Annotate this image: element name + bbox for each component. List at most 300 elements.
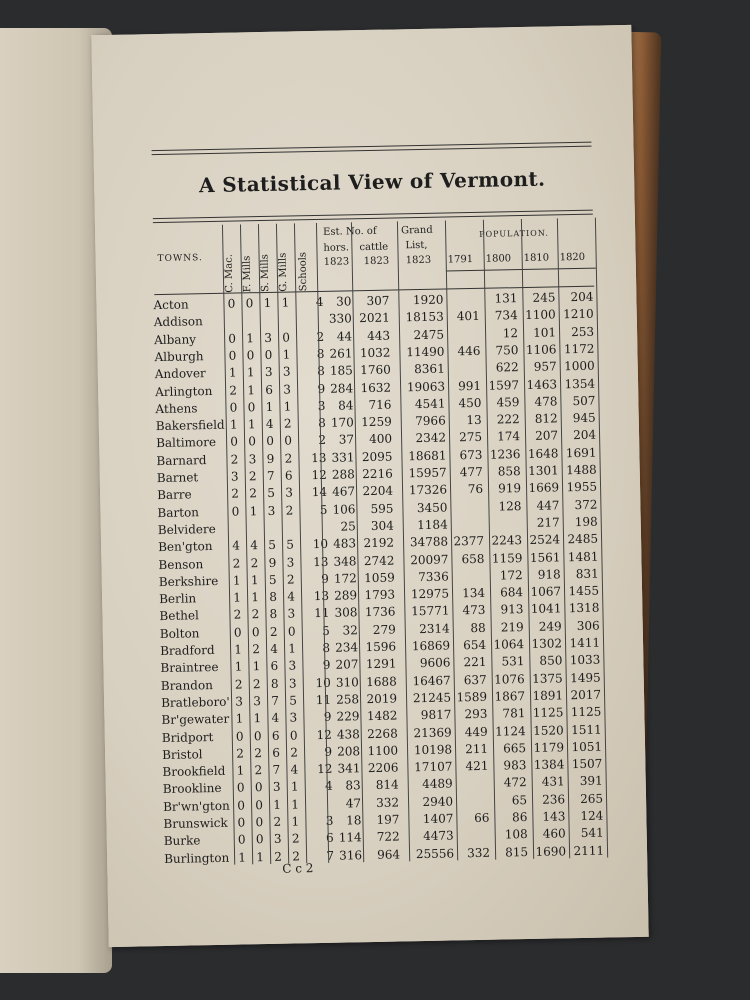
cell-gm: 3 xyxy=(286,554,295,570)
cell-sch: 8 xyxy=(318,415,326,431)
cell-sch: 5 xyxy=(319,502,328,517)
cell-fm: 0 xyxy=(254,780,263,795)
cell-p1820: 541 xyxy=(580,825,604,841)
cell-gm: 2 xyxy=(291,831,300,846)
cell-cat: 304 xyxy=(370,518,394,533)
cell-p1791: 134 xyxy=(462,585,486,601)
header-c-mac: C. Mac. xyxy=(223,253,236,293)
cell-cat: 1760 xyxy=(360,362,391,378)
cell-town: Arlington xyxy=(155,383,213,399)
cell-cmac: 2 xyxy=(232,556,241,571)
header-horses: hors. xyxy=(323,242,350,254)
cell-sm: 4 xyxy=(271,710,280,726)
cell-list: 1407 xyxy=(422,811,454,827)
cell-town: Baltimore xyxy=(156,435,217,451)
cell-cat: 1736 xyxy=(364,604,396,620)
cell-sm: 6 xyxy=(272,745,281,760)
cell-sm: 7 xyxy=(271,693,280,708)
cell-cat: 1596 xyxy=(365,639,397,655)
cell-cmac: 1 xyxy=(232,573,241,588)
cell-p1810: 1561 xyxy=(529,549,561,565)
cell-sm: 8 xyxy=(269,589,278,605)
cell-p1810: 1690 xyxy=(535,843,567,859)
cell-p1810: 1375 xyxy=(532,670,563,686)
cell-sch: 11 xyxy=(314,606,330,621)
cell-p1800: 1236 xyxy=(489,446,521,462)
cell-sch: 5 xyxy=(321,623,330,638)
cell-cmac: 0 xyxy=(228,331,237,346)
cell-p1800: 531 xyxy=(501,654,525,669)
cell-cat: 2021 xyxy=(359,310,390,326)
cell-hor: 258 xyxy=(336,692,360,707)
cell-p1791: 637 xyxy=(463,672,487,687)
cell-p1820: 831 xyxy=(575,566,599,581)
cell-p1820: 1354 xyxy=(564,376,596,391)
cell-cat: 2019 xyxy=(366,691,398,706)
header-schools: Schools xyxy=(297,251,310,292)
cell-p1800: 815 xyxy=(505,844,529,860)
cell-fm: 1 xyxy=(250,572,259,588)
cell-cmac: 1 xyxy=(236,763,245,778)
cell-cmac: 1 xyxy=(228,365,237,380)
cell-hor: 84 xyxy=(338,398,354,413)
cell-fm: 0 xyxy=(251,624,260,639)
cell-hor: 229 xyxy=(336,709,360,724)
cell-gm: 2 xyxy=(283,416,292,431)
cell-p1791: 332 xyxy=(467,845,491,860)
cell-p1791: 211 xyxy=(465,741,489,757)
cell-list: 18153 xyxy=(405,309,444,325)
cell-hor: 83 xyxy=(345,778,361,793)
cell-sm: 3 xyxy=(273,832,282,847)
cell-p1820: 1125 xyxy=(570,704,602,720)
cell-cmac: 2 xyxy=(229,383,238,398)
cell-sch: 4 xyxy=(324,779,333,794)
cell-hor: 30 xyxy=(336,294,352,309)
cell-hor: 467 xyxy=(332,484,356,500)
cell-sm: 5 xyxy=(268,572,277,587)
cell-p1800: 219 xyxy=(500,619,524,635)
cell-hor: 288 xyxy=(331,467,355,482)
cell-p1800: 174 xyxy=(497,429,521,444)
header-cattle-year: 1823 xyxy=(363,255,390,268)
cell-sm: 5 xyxy=(267,486,276,501)
cell-cmac: 1 xyxy=(234,659,243,674)
cell-sch: 8 xyxy=(317,364,325,379)
cell-sm: 0 xyxy=(264,347,273,362)
cell-fm: 2 xyxy=(252,642,261,657)
cell-p1810: 850 xyxy=(539,653,563,669)
cell-p1820: 1955 xyxy=(566,479,598,495)
cell-town: Barnard xyxy=(156,452,207,468)
header-list: List, xyxy=(405,239,428,252)
cell-sch: 14 xyxy=(311,485,328,500)
cell-gm: 3 xyxy=(289,710,298,725)
cell-cat: 722 xyxy=(376,829,400,845)
cell-town: Brunswick xyxy=(163,815,228,832)
cell-list: 21245 xyxy=(412,690,452,706)
cell-gm: 3 xyxy=(285,485,294,500)
cell-hor: 18 xyxy=(346,813,362,828)
cell-town: Braintree xyxy=(160,660,219,676)
cell-p1800: 128 xyxy=(498,498,522,514)
cell-p1810: 1669 xyxy=(528,480,560,496)
cell-cmac: 1 xyxy=(235,711,244,726)
cell-p1800: 734 xyxy=(494,308,518,323)
cell-p1810: 1384 xyxy=(533,757,565,772)
cell-cat: 964 xyxy=(377,847,401,862)
cell-sch: 9 xyxy=(320,571,329,586)
cell-p1810: 1106 xyxy=(525,342,557,357)
cell-p1791: 421 xyxy=(465,758,489,774)
cell-p1820: 124 xyxy=(580,808,604,824)
cell-sm: 1 xyxy=(263,295,272,311)
cell-p1791: 2377 xyxy=(453,534,485,549)
cell-fm: 0 xyxy=(255,815,264,830)
cell-sch: 10 xyxy=(312,537,329,552)
cell-fm: 1 xyxy=(246,365,255,380)
header-year-1791: 1791 xyxy=(447,253,474,266)
cell-fm: 4 xyxy=(250,538,259,553)
cell-list: 19063 xyxy=(406,379,446,394)
cell-p1820: 1511 xyxy=(571,722,602,737)
cell-sch: 8 xyxy=(322,640,331,655)
cell-town: Berlin xyxy=(158,591,197,607)
cell-p1810: 217 xyxy=(536,515,560,530)
cell-cmac: 3 xyxy=(235,694,244,709)
cell-cat: 1100 xyxy=(367,743,399,758)
cell-sch: 2 xyxy=(316,329,325,344)
cell-town: Alburgh xyxy=(154,349,204,365)
cell-sm: 4 xyxy=(270,641,279,656)
cell-cmac: 1 xyxy=(238,850,247,865)
cell-gm: 0 xyxy=(289,727,298,743)
cell-sm: 8 xyxy=(269,607,278,622)
cell-p1820: 1318 xyxy=(568,601,600,616)
cell-cmac: 0 xyxy=(229,400,238,415)
cell-cat: 307 xyxy=(366,293,390,309)
cell-cat: 400 xyxy=(369,431,393,447)
cell-fm: 0 xyxy=(245,296,254,311)
cell-list: 11490 xyxy=(406,344,445,360)
cell-p1791: 13 xyxy=(466,412,482,428)
cell-fm: 1 xyxy=(252,659,261,674)
cell-sm: 2 xyxy=(269,624,278,639)
cell-cat: 2192 xyxy=(363,535,395,551)
cell-list: 1184 xyxy=(417,517,448,532)
header-s-mills: S. Mills xyxy=(259,254,272,293)
cell-hor: 170 xyxy=(330,415,354,430)
cell-fm: 0 xyxy=(253,728,262,743)
cell-town: Barnet xyxy=(156,470,199,486)
cell-list: 15957 xyxy=(408,465,447,481)
cell-p1791 xyxy=(457,776,489,777)
cell-p1800: 750 xyxy=(495,343,519,358)
cell-fm: 1 xyxy=(247,382,256,397)
cell-p1820: 204 xyxy=(570,289,594,305)
cell-town: Bethel xyxy=(159,608,200,624)
cell-cat: 197 xyxy=(376,812,400,827)
cell-cmac: 0 xyxy=(231,504,240,519)
header-year-1820: 1820 xyxy=(559,251,586,264)
cell-fm: 0 xyxy=(255,797,264,812)
cell-p1791: 473 xyxy=(462,603,486,618)
cell-fm: 1 xyxy=(256,849,265,864)
cell-cmac: 0 xyxy=(228,348,237,363)
cell-cmac: 0 xyxy=(236,780,245,795)
cell-fm: 1 xyxy=(249,503,258,518)
cell-town: Bradford xyxy=(159,643,215,659)
book-page xyxy=(91,25,648,947)
cell-p1810: 1100 xyxy=(525,307,556,323)
cell-cat: 716 xyxy=(368,397,392,412)
cell-sm: 9 xyxy=(268,555,277,570)
cell-p1791: 673 xyxy=(459,447,483,462)
cell-sch: 8 xyxy=(316,346,325,361)
cell-list: 1920 xyxy=(412,292,444,308)
cell-fm: 0 xyxy=(246,348,255,363)
cell-fm: 2 xyxy=(251,607,260,622)
cell-town: Acton xyxy=(153,297,189,313)
cell-sch: 7 xyxy=(326,848,335,863)
cell-sm: 3 xyxy=(267,503,276,518)
cell-gm: 3 xyxy=(288,676,297,691)
cell-hor: 316 xyxy=(339,847,363,863)
cell-cat: 332 xyxy=(376,795,400,810)
cell-sm: 7 xyxy=(266,468,275,483)
cell-p1791 xyxy=(457,793,489,794)
cell-p1791 xyxy=(452,517,484,518)
cell-list: 9817 xyxy=(420,707,452,723)
cell-gm: 6 xyxy=(284,468,293,483)
cell-gm: 3 xyxy=(288,658,297,673)
cell-p1810: 812 xyxy=(534,411,558,426)
cell-sm: 3 xyxy=(272,780,281,795)
cell-p1810: 236 xyxy=(542,792,566,807)
cell-gm: 3 xyxy=(283,382,292,397)
cell-gm: 2 xyxy=(285,503,294,518)
cell-p1800: 459 xyxy=(496,394,520,410)
cell-sm: 9 xyxy=(266,451,275,466)
cell-p1820: 1172 xyxy=(563,341,595,357)
cell-list: 2475 xyxy=(413,327,445,342)
cell-fm: 2 xyxy=(254,763,263,778)
cell-p1800: 684 xyxy=(500,585,524,600)
cell-p1791: 449 xyxy=(464,724,488,739)
header-rule-thin xyxy=(153,214,593,223)
cell-cat: 2742 xyxy=(363,553,395,568)
cell-p1820: 372 xyxy=(574,497,598,512)
cell-cmac: 1 xyxy=(229,417,238,432)
cell-list: 20097 xyxy=(410,552,449,567)
cell-p1791 xyxy=(448,326,480,327)
cell-gm: 2 xyxy=(286,572,295,587)
cell-p1791 xyxy=(451,499,483,500)
cell-p1820: 1210 xyxy=(563,306,594,322)
cell-gm: 4 xyxy=(290,762,299,777)
cell-p1820: 1488 xyxy=(566,462,597,478)
cell-town: Barton xyxy=(157,504,200,520)
cell-cmac: 2 xyxy=(236,746,245,761)
cell-p1810: 1301 xyxy=(528,463,559,478)
cell-sch: 9 xyxy=(317,381,326,396)
header-year-1810: 1810 xyxy=(523,252,550,265)
cell-cat: 2216 xyxy=(362,466,393,482)
cell-p1820: 945 xyxy=(572,410,596,426)
cell-cmac: 1 xyxy=(234,642,243,657)
cell-gm: 5 xyxy=(289,693,298,708)
cell-list: 4473 xyxy=(423,828,454,844)
top-rule-thin xyxy=(152,146,592,155)
cell-p1810: 245 xyxy=(532,290,556,305)
cell-hor: 341 xyxy=(337,761,361,776)
header-grand: Grand xyxy=(401,224,433,237)
cell-cat: 1688 xyxy=(366,674,397,689)
cell-p1791 xyxy=(447,292,479,293)
cell-p1800: 12 xyxy=(502,325,519,341)
cell-town: Addison xyxy=(153,314,203,330)
cell-gm: 1 xyxy=(290,779,299,794)
cell-gm: 4 xyxy=(287,589,296,604)
cell-sch: 11 xyxy=(315,692,332,707)
cell-p1820: 1481 xyxy=(567,549,599,564)
cell-p1800: 1159 xyxy=(491,550,523,566)
cell-p1800: 781 xyxy=(502,706,526,721)
cell-fm: 3 xyxy=(248,451,257,467)
header-est-cattle: Est. No. of xyxy=(323,225,377,238)
cell-town: Belvidere xyxy=(157,521,216,537)
cell-sm: 0 xyxy=(266,434,275,449)
cell-town: Ben'gton xyxy=(158,539,213,555)
cell-list: 15771 xyxy=(411,603,450,619)
cell-list: 9606 xyxy=(419,655,451,671)
cell-town: Bristol xyxy=(161,747,203,762)
cell-p1810: 143 xyxy=(542,809,566,824)
cell-p1810: 1891 xyxy=(532,688,564,703)
cell-town: Brandon xyxy=(160,677,213,693)
cell-p1820: 1507 xyxy=(571,756,603,772)
cell-p1810: 1520 xyxy=(533,722,564,738)
cell-sm: 4 xyxy=(265,416,274,432)
cell-p1810: 249 xyxy=(538,619,562,634)
cell-cat: 1793 xyxy=(364,587,396,603)
cell-p1810: 918 xyxy=(537,567,561,582)
cell-p1810: 1302 xyxy=(531,636,563,651)
cell-p1800: 108 xyxy=(504,827,528,842)
cell-p1820: 391 xyxy=(579,773,603,789)
cell-p1810: 1125 xyxy=(532,705,564,721)
cell-cmac: 0 xyxy=(237,798,246,813)
cell-p1810: 460 xyxy=(542,826,566,842)
cell-cat: 443 xyxy=(367,328,391,343)
cell-sch: 9 xyxy=(322,658,331,673)
cell-p1820: 507 xyxy=(572,393,596,408)
cell-p1820: 265 xyxy=(580,791,604,806)
cell-p1820: 2017 xyxy=(570,687,602,703)
cell-fm: 1 xyxy=(247,417,256,432)
cell-town: Albany xyxy=(154,331,197,347)
cell-gm: 1 xyxy=(283,399,292,414)
cell-p1810: 431 xyxy=(541,774,565,790)
cell-list: 7336 xyxy=(418,569,449,584)
cell-gm: 1 xyxy=(291,797,300,812)
cell-sm: 1 xyxy=(265,399,274,414)
cell-cat: 1482 xyxy=(366,708,398,724)
cell-p1800: 665 xyxy=(503,740,527,756)
cell-cat: 1291 xyxy=(365,656,397,672)
cell-p1810: 101 xyxy=(533,324,557,340)
cell-gm: 0 xyxy=(287,624,296,639)
cell-hor: 331 xyxy=(331,449,355,465)
cell-p1791: 654 xyxy=(463,637,487,653)
header-horses-year: 1823 xyxy=(323,256,350,268)
cell-p1810: 1041 xyxy=(530,601,562,617)
cell-gm: 0 xyxy=(284,433,293,449)
cell-hor: 289 xyxy=(334,588,358,603)
cell-cmac: 0 xyxy=(227,296,236,311)
cell-cat: 814 xyxy=(375,777,399,793)
cell-p1820: 1455 xyxy=(568,583,600,599)
cell-cmac: 1 xyxy=(233,590,242,605)
cell-p1800: 983 xyxy=(503,758,527,773)
cell-p1810: 1463 xyxy=(526,376,558,392)
cell-gm: 3 xyxy=(282,364,291,379)
cell-sm: 2 xyxy=(274,849,283,864)
cell-list: 7966 xyxy=(415,413,446,429)
cell-p1820: 2485 xyxy=(567,531,599,547)
cell-hor: 348 xyxy=(333,553,357,569)
cell-hor: 208 xyxy=(337,744,361,759)
cell-p1800 xyxy=(490,516,522,517)
cell-hor: 172 xyxy=(333,571,357,586)
cell-gm: 1 xyxy=(291,814,300,829)
cell-list: 2314 xyxy=(419,621,450,636)
cell-town: Bratleboro' xyxy=(160,694,230,710)
cell-hor: 330 xyxy=(328,311,352,327)
cell-p1820: 2111 xyxy=(573,843,605,858)
cell-hor: 47 xyxy=(345,795,362,811)
header-g-mills: G. Mills xyxy=(277,252,290,292)
cell-list: 12975 xyxy=(410,586,450,602)
cell-town: Br'gewater xyxy=(161,711,230,728)
cell-sm: 6 xyxy=(270,659,279,674)
cell-p1791: 450 xyxy=(458,395,482,411)
cell-p1810: 478 xyxy=(534,394,558,409)
cell-p1791: 446 xyxy=(457,343,481,359)
cell-hor: 483 xyxy=(333,536,357,551)
cell-gm: 2 xyxy=(284,451,293,466)
cell-p1791: 76 xyxy=(467,482,484,497)
cell-fm: 2 xyxy=(249,486,258,501)
cell-p1800: 131 xyxy=(494,291,518,306)
cell-hor: 438 xyxy=(336,726,360,742)
cell-hor: 106 xyxy=(332,501,356,517)
cell-cmac: 0 xyxy=(237,832,246,847)
cell-gm: 1 xyxy=(288,641,297,656)
cell-list: 2342 xyxy=(415,430,447,446)
cell-p1800: 1867 xyxy=(494,688,526,704)
header-list-year: 1823 xyxy=(405,254,432,267)
cell-p1800: 858 xyxy=(497,464,521,479)
cell-p1791: 88 xyxy=(470,620,486,635)
cell-hor: 114 xyxy=(338,830,362,845)
cell-cat: 279 xyxy=(372,622,396,637)
cell-list: 16467 xyxy=(412,673,451,688)
cell-fm: 0 xyxy=(255,832,264,847)
cell-town: Br'wn'gton xyxy=(162,798,230,814)
cell-p1810: 1067 xyxy=(530,584,562,600)
cell-cmac: 0 xyxy=(233,625,242,640)
